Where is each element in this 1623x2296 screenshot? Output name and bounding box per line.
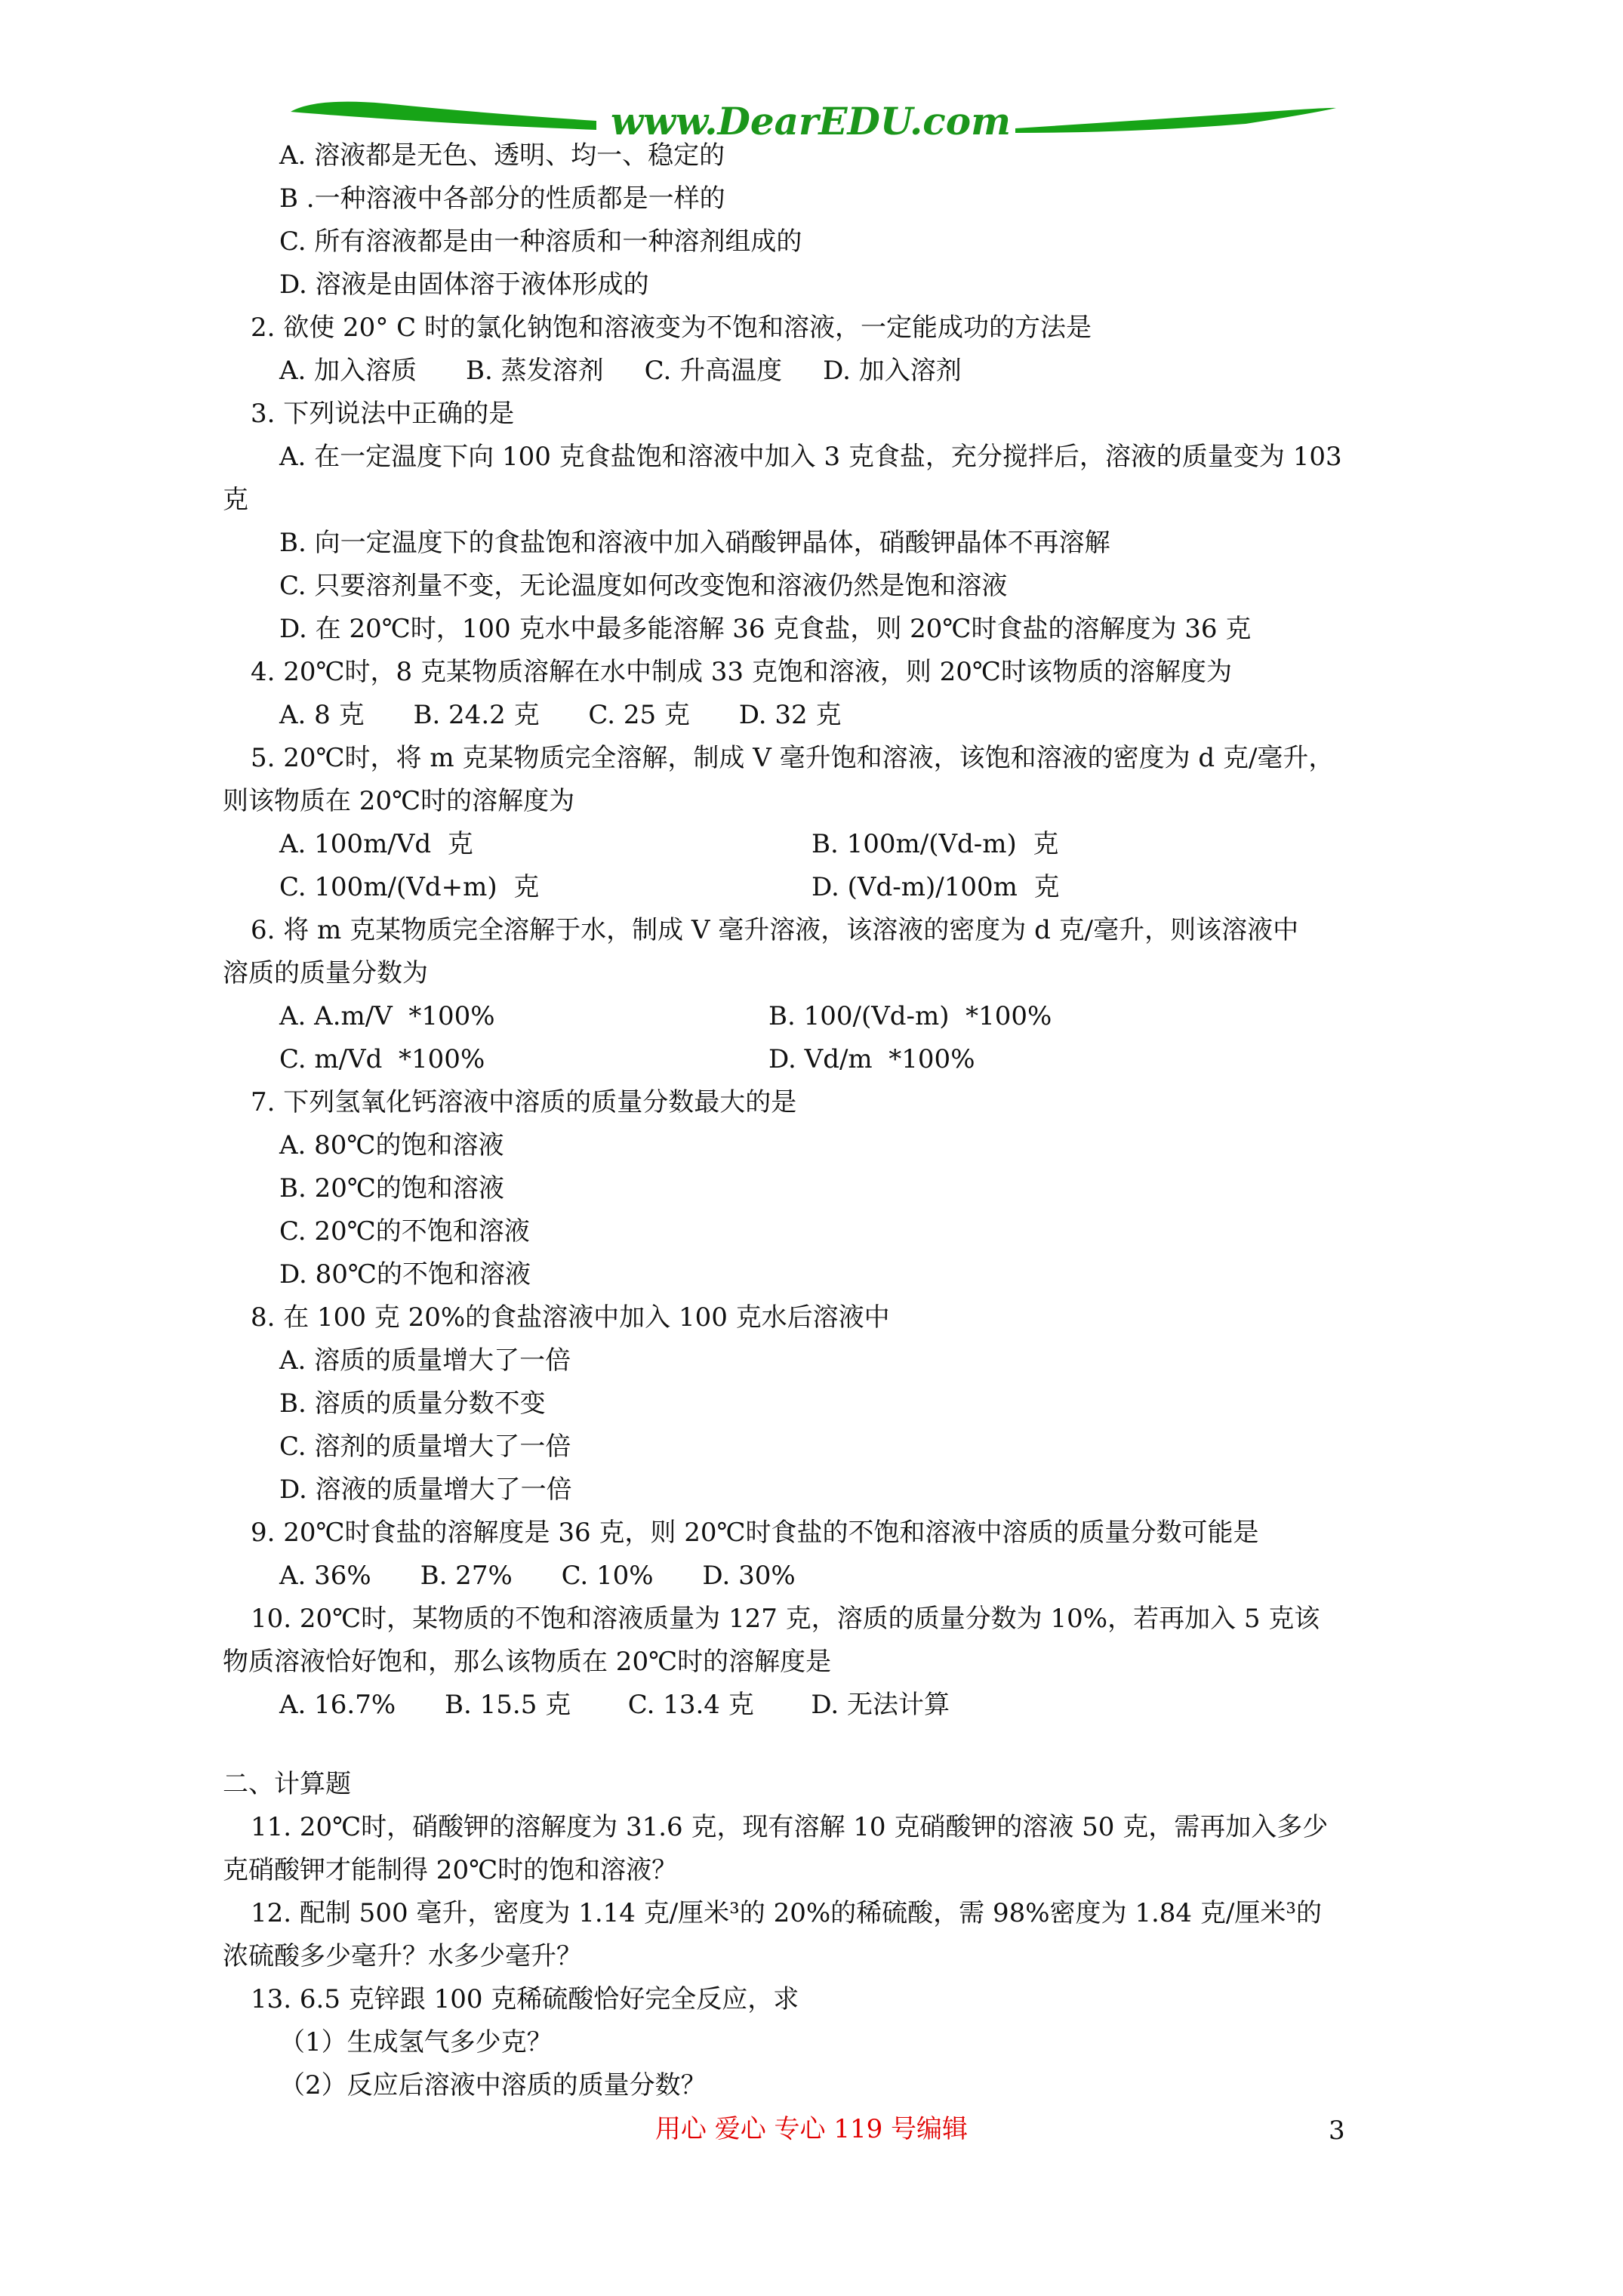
q9-options: A. 36% B. 27% C. 10% D. 30% [279, 1561, 796, 1591]
q8-option-c: C. 溶剂的质量增大了一倍 [279, 1432, 571, 1462]
q7-text: 7. 下列氢氧化钙溶液中溶质的质量分数最大的是 [251, 1087, 797, 1117]
q1-option-b: B .一种溶液中各部分的性质都是一样的 [279, 183, 725, 214]
q5-option-d: D. (Vd-m)/100m 克 [812, 872, 1060, 902]
footer-slogan: 用心 爱心 专心 119 号编辑 [654, 2114, 969, 2144]
q7-option-a: A. 80℃的饱和溶液 [279, 1130, 504, 1160]
section-heading: 二、计算题 [223, 1769, 351, 1799]
q3-text: 3. 下列说法中正确的是 [251, 399, 515, 429]
q7-option-c: C. 20℃的不饱和溶液 [279, 1216, 530, 1247]
q5-text: 5. 20℃时，将 m 克某物质完全溶解，制成 V 毫升饱和溶液，该饱和溶液的密度为 d 克/毫升， [251, 743, 1335, 773]
q13-text: 13. 6.5 克锌跟 100 克稀硫酸恰好完全反应，求 [251, 1984, 799, 2014]
q8-text: 8. 在 100 克 20%的食盐溶液中加入 100 克水后溶液中 [251, 1302, 890, 1333]
q8-option-a: A. 溶质的质量增大了一倍 [279, 1345, 571, 1376]
q3-option-b: B. 向一定温度下的食盐饱和溶液中加入硝酸钾晶体，硝酸钾晶体不再溶解 [279, 528, 1110, 558]
site-logo-banner [0, 0, 1623, 151]
q13-part-1: （1）生成氢气多少克？ [279, 2027, 553, 2057]
q13-part-2: （2）反应后溶液中溶质的质量分数？ [279, 2070, 707, 2100]
q6-text-cont: 溶质的质量分数为 [223, 958, 428, 988]
q3-option-d: D. 在 20℃时，100 克水中最多能溶解 36 克食盐，则 20℃时食盐的溶解度为 36 克 [279, 614, 1252, 644]
q5-option-c: C. 100m/(Vd+m) 克 [279, 872, 540, 902]
logo-text: www.DearEDU.com [610, 99, 1012, 143]
q9-text: 9. 20℃时食盐的溶解度是 36 克，则 20℃时食盐的不饱和溶液中溶质的质量分数可能是 [251, 1518, 1259, 1548]
q5-text-cont: 则该物质在 20℃时的溶解度为 [223, 786, 575, 816]
q4-text: 4. 20℃时，8 克某物质溶解在水中制成 33 克饱和溶液，则 20℃时该物质的溶解度为 [251, 657, 1232, 687]
q2-options: A. 加入溶质 B. 蒸发溶剂 C. 升高温度 D. 加入溶剂 [279, 356, 962, 386]
q11-text: 11. 20℃时，硝酸钾的溶解度为 31.6 克，现有溶解 10 克硝酸钾的溶液 50 克，需再加入多少 [251, 1812, 1329, 1842]
q6-option-a: A. A.m/V *100% [279, 1001, 495, 1031]
q2-text: 2. 欲使 20° C 时的氯化钠饱和溶液变为不饱和溶液，一定能成功的方法是 [251, 313, 1092, 343]
q10-options: A. 16.7% B. 15.5 克 C. 13.4 克 D. 无法计算 [279, 1690, 950, 1720]
q4-options: A. 8 克 B. 24.2 克 C. 25 克 D. 32 克 [279, 700, 842, 730]
q6-option-c: C. m/Vd *100% [279, 1044, 485, 1074]
q10-text: 10. 20℃时，某物质的不饱和溶液质量为 127 克，溶质的质量分数为 10%，若再加入 5 克该 [251, 1604, 1320, 1634]
q1-option-c: C. 所有溶液都是由一种溶质和一种溶剂组成的 [279, 227, 802, 257]
q8-option-d: D. 溶液的质量增大了一倍 [279, 1475, 572, 1505]
q5-option-b: B. 100m/(Vd-m) 克 [812, 829, 1059, 859]
q1-option-a: A. 溶液都是无色、透明、均一、稳定的 [279, 140, 725, 171]
q6-option-d: D. Vd/m *100% [768, 1044, 975, 1074]
q8-option-b: B. 溶质的质量分数不变 [279, 1388, 546, 1419]
q11-text-cont: 克硝酸钾才能制得 20℃时的饱和溶液？ [223, 1855, 678, 1885]
q7-option-b: B. 20℃的饱和溶液 [279, 1173, 504, 1203]
q6-text: 6. 将 m 克某物质完全溶解于水，制成 V 毫升溶液，该溶液的密度为 d 克/毫升，则该溶液中 [251, 915, 1299, 945]
q1-option-d: D. 溶液是由固体溶于液体形成的 [279, 270, 649, 300]
q6-option-b: B. 100/(Vd-m) *100% [768, 1001, 1052, 1031]
q3-option-a: A. 在一定温度下向 100 克食盐饱和溶液中加入 3 克食盐，充分搅拌后，溶液的质量变为 103 [279, 442, 1342, 472]
q12-text: 12. 配制 500 毫升，密度为 1.14 克/厘米³的 20%的稀硫酸，需 98%密度为 1.84 克/厘米³的 [251, 1898, 1322, 1928]
q3-option-a-cont: 克 [223, 485, 248, 515]
q3-option-c: C. 只要溶剂量不变，无论温度如何改变饱和溶液仍然是饱和溶液 [279, 571, 1008, 601]
page-number: 3 [1329, 2116, 1345, 2146]
q12-text-cont: 浓硫酸多少毫升？水多少毫升？ [223, 1941, 582, 1971]
q7-option-d: D. 80℃的不饱和溶液 [279, 1259, 531, 1290]
q10-text-cont: 物质溶液恰好饱和，那么该物质在 20℃时的溶解度是 [223, 1647, 832, 1677]
q5-option-a: A. 100m/Vd 克 [279, 829, 473, 859]
